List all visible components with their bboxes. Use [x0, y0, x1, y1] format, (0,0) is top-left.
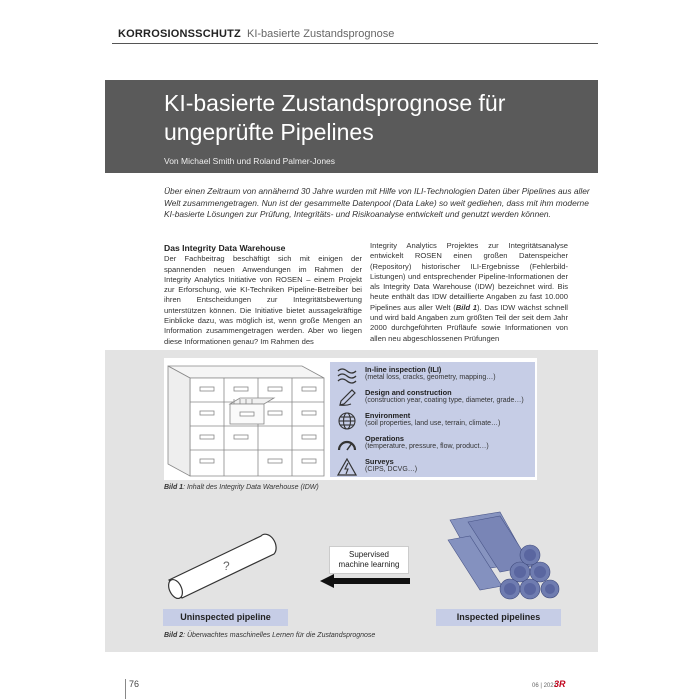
inspected-pipes-illustration: [440, 510, 560, 605]
footer-rule: [125, 679, 126, 699]
caption-text: : Überwachtes maschinelles Lernen für die Zustandsprognose: [183, 632, 376, 639]
legend-item-design: [337, 388, 533, 411]
legend-detail: (temperature, pressure, flow, product…): [365, 443, 489, 450]
column-1-text: Der Fachbeitrag beschäftigt sich mit einigen der spannenden neuen Anwendungen im Rahmen der Integrity Analytics Initiative von ROSEN – einem Projekt zur Erforschung, wie KI-Techniken Pipeline-Betreiber bei ihren Entscheidungen zur Integritätsbewertung unterstützen können. Die Initiative bietet aussagekräftige Einblicke dazu, was möglich ist, wenn große Mengen an Information zusammengetragen werden. Aber wo liegen diese Informationen genau? Im Rahmen des: [164, 254, 362, 346]
caption-label: Bild 1: [164, 484, 184, 491]
running-header: [118, 28, 394, 40]
file-cabinet-illustration: [164, 358, 334, 480]
inspected-pipelines-label: Inspected pipelines: [436, 609, 561, 626]
legend-title: In-line inspection (ILI): [365, 365, 442, 374]
column-2-text-a: Integrity Analytics Projektes zur Integritätsanalyse entwickelt ROSEN einen großen Datenspeicher (Repository) historischer ILI-Ergebnisse (Fehlerbild-Listungen) und entsprechender Pipeline-Informationen der als Integrity Data Warehouse (IDW) bezeichnet wird. Bis heute enthält das IDW detaillierte Angaben zu fast 10.000 Pipelines aus aller Welt (: [370, 241, 568, 312]
legend-title: Environment: [365, 411, 411, 420]
legend-detail: (construction year, coating type, diameter, grade…): [365, 397, 524, 404]
figure-reference: Bild 1: [455, 302, 478, 312]
legend-detail: (metal loss, cracks, geometry, mapping…): [365, 374, 496, 381]
legend-detail: (soil properties, land use, terrain, climate…): [365, 420, 501, 427]
section-heading: Das Integrity Data Warehouse: [164, 243, 286, 253]
legend-item-ili: [337, 365, 533, 388]
legend-item-environment: [337, 411, 533, 434]
byline: Von Michael Smith und Roland Palmer-Jones: [164, 156, 336, 166]
text-column-1: [164, 243, 362, 347]
question-mark: ?: [223, 559, 230, 573]
intro-paragraph: Über einen Zeitraum von annähernd 30 Jahre wurden mit Hilfe von ILI-Technologien Daten über Pipelines aus aller Welt zusammengetragen. Nun ist der gesammelte Datenpool (Data Lake) so weit gediehen, dass mit ihm moderne KI-basierte Lösungen zur Prüfung, Integritäts- und Risikoanalyse entwickelt und genutzt werden können.: [164, 186, 590, 219]
figure-1-caption: [164, 484, 319, 491]
header-subtitle: KI-basierte Zustandsprognose: [246, 28, 395, 40]
publication-logo: 3R: [554, 679, 566, 689]
text-column-2: [370, 241, 568, 344]
title-line-2: ungeprüfte Pipelines: [164, 119, 374, 145]
legend-title: Operations: [365, 434, 405, 443]
wave-icon: [337, 366, 357, 384]
title-line-1: KI-basierte Zustandsprognose für: [164, 90, 506, 116]
figure-2-caption: [164, 632, 375, 639]
ml-label-line1: Supervised: [348, 550, 390, 559]
gauge-icon: [337, 435, 357, 453]
caption-label: Bild 2: [164, 632, 184, 639]
warning-icon: [337, 458, 357, 476]
caption-text: : Inhalt des Integrity Data Warehouse (IDW): [183, 484, 319, 491]
header-rule: [112, 43, 598, 44]
legend-item-operations: [337, 434, 533, 457]
issue-number: 06 | 2021: [532, 683, 557, 689]
uninspected-pipeline-label: Uninspected pipeline: [163, 609, 288, 626]
uninspected-pipe-illustration: [163, 528, 283, 603]
globe-icon: [337, 412, 357, 430]
column-2-text: [370, 241, 568, 344]
legend-item-surveys: [337, 457, 533, 480]
article-title: [164, 89, 584, 147]
data-categories-legend: [337, 365, 533, 480]
ml-label-line2: machine learning: [338, 560, 400, 569]
legend-title: Design and construction: [365, 388, 452, 397]
column-2-text-b: ). Das IDW wächst schnell und wird bald Angaben zum größten Teil der seit dem Jahr 2000 durchgeführten Prüfläufe sowie Informationen von allen neu abgeschlossenen Prüfungen: [370, 302, 568, 343]
legend-title: Surveys: [365, 457, 394, 466]
pen-icon: [337, 389, 357, 407]
header-section: KORROSIONSSCHUTZ: [118, 28, 241, 40]
page-number: 76: [129, 679, 140, 689]
ml-label-box: [329, 546, 409, 574]
legend-detail: (CIPS, DCVG…): [365, 466, 418, 473]
arrow-left-icon: [320, 574, 412, 588]
